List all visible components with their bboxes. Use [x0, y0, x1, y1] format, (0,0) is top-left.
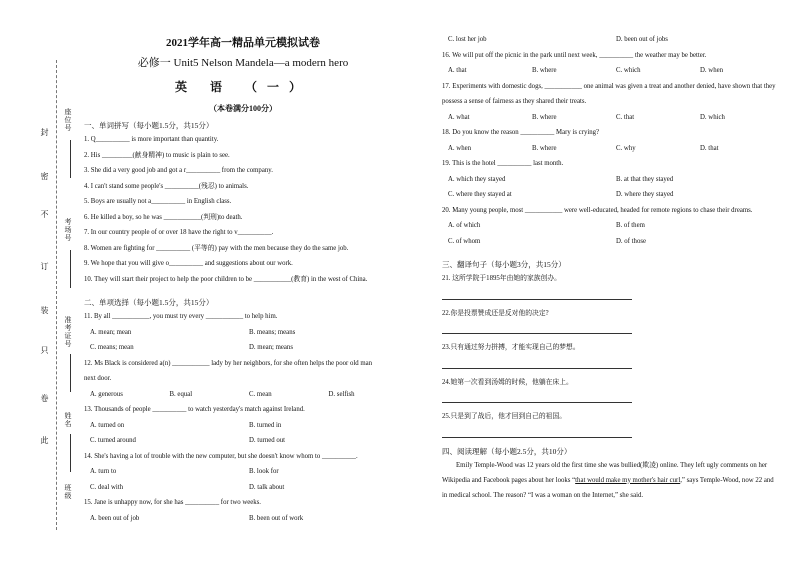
- question: 3. She did a very good job and got a r__________ from the company.: [84, 167, 273, 174]
- reading-passage: [442, 458, 778, 503]
- option[interactable]: D. selfish: [328, 390, 355, 398]
- options: [84, 433, 402, 449]
- option[interactable]: C. of whom: [448, 237, 481, 245]
- seal-char: 封: [40, 128, 49, 136]
- option[interactable]: C. that: [616, 113, 635, 121]
- option[interactable]: B. equal: [169, 390, 193, 398]
- translation-item: 21. 这所学院于1895年由她的家族创办。: [442, 275, 561, 282]
- option[interactable]: C. turned around: [90, 437, 136, 444]
- option[interactable]: A. of which: [448, 222, 481, 229]
- options: [442, 187, 778, 203]
- option[interactable]: B. where: [532, 144, 557, 152]
- option[interactable]: D. when: [700, 67, 724, 74]
- option[interactable]: D. that: [700, 144, 719, 152]
- answer-line[interactable]: [442, 356, 632, 369]
- question: 14. She's having a lot of trouble with the new computer, but she doesn't know whom to __________.: [84, 452, 358, 460]
- option[interactable]: A. mean; mean: [90, 328, 132, 336]
- room-number-label: 考场号: [64, 218, 72, 242]
- options: [84, 418, 402, 434]
- option[interactable]: D. where they stayed: [616, 191, 674, 198]
- option[interactable]: C. which: [616, 67, 641, 74]
- option[interactable]: A. when: [448, 144, 472, 152]
- question: 19. This is the hotel __________ last month.: [442, 160, 564, 167]
- question: 4. I can't stand some people's __________(残忍) to animals.: [84, 182, 249, 190]
- name-field[interactable]: [70, 434, 71, 472]
- options: [84, 387, 402, 403]
- option[interactable]: C. lost her job: [448, 36, 487, 43]
- right-column: [442, 32, 778, 503]
- name-label: 姓名: [64, 412, 72, 428]
- option[interactable]: D. talk about: [249, 483, 285, 491]
- options: [442, 141, 778, 157]
- options: [84, 511, 402, 527]
- option[interactable]: B. of them: [616, 222, 645, 229]
- option[interactable]: C. means; mean: [90, 344, 134, 351]
- seal-char: 订: [40, 262, 49, 270]
- seal-line: [56, 60, 57, 530]
- exam-id-field[interactable]: [70, 354, 71, 392]
- options: [442, 218, 778, 234]
- option[interactable]: B. look for: [249, 468, 279, 475]
- seal-char: 只: [40, 346, 49, 354]
- question: 5. Boys are usually not a__________ in English class.: [84, 198, 232, 205]
- section-title: 四、阅读理解（每小题2.5分，共10分）: [442, 446, 572, 456]
- score-note: （本卷满分100分）: [209, 104, 277, 113]
- section-title: 三、翻译句子（每小题3分，共15分）: [442, 260, 566, 269]
- binding-strip: [0, 0, 78, 561]
- option[interactable]: C. why: [616, 144, 636, 152]
- question: 9. We hope that you will give o__________ and suggestions about our work.: [84, 260, 293, 267]
- seal-char: 密: [40, 172, 49, 180]
- seal-char: 装: [40, 306, 49, 314]
- options: [442, 172, 778, 188]
- options: [442, 32, 778, 48]
- options: [442, 110, 778, 126]
- translation-item: 24.她第一次看到汤姆的时候，他躺在床上。: [442, 378, 573, 386]
- options: [84, 340, 402, 356]
- option[interactable]: A. what: [448, 113, 470, 121]
- option[interactable]: B. where: [532, 113, 557, 121]
- seat-number-field[interactable]: [70, 140, 71, 178]
- options: [442, 234, 778, 250]
- option[interactable]: B. means; means: [249, 328, 296, 336]
- option[interactable]: A. been out of job: [90, 514, 140, 522]
- seal-char: 此: [40, 436, 49, 444]
- options: [84, 325, 402, 341]
- exam-title: 2021学年高一精品单元模拟试卷: [166, 37, 320, 49]
- option[interactable]: A. that: [448, 67, 467, 74]
- options: [442, 63, 778, 79]
- question: 8. Women are fighting for __________ (平等的) pay with the men because they do the same job.: [84, 244, 349, 252]
- question: 17. Experiments with domestic dogs, ___________ one animal was given a treat and another denied, have shown that they possess a sense of fairness as they shared their treats.: [442, 82, 776, 105]
- option[interactable]: D. been out of jobs: [616, 36, 668, 43]
- answer-line[interactable]: [442, 390, 632, 403]
- section-title: 一、单词拼写（每小题1.5分，共15分）: [84, 121, 214, 130]
- seal-char: 不: [40, 210, 49, 218]
- seal-char: 卷: [40, 394, 49, 402]
- option[interactable]: B. at that they stayed: [616, 175, 674, 183]
- translation-item: 23.只有通过努力拼搏，才能实现自己的梦想。: [442, 344, 580, 351]
- passage-text: ,” says Temple-Wood, now 22 and in medical school. The reason? “I was a woman on the Internet,” she said.: [442, 476, 774, 499]
- seat-number-label: 座位号: [64, 108, 72, 132]
- class-label: 班级: [64, 484, 72, 500]
- exam-id-label: 准考证号: [64, 316, 72, 348]
- question: 2. His _________(献身精神) to music is plain to see.: [84, 151, 230, 159]
- option[interactable]: A. turned on: [90, 421, 125, 429]
- answer-line[interactable]: [442, 287, 632, 300]
- option[interactable]: A. which they stayed: [448, 175, 506, 183]
- passage-text: Emily Temple-Wood was 12 years old the first time she was bullied(欺凌) online. They left ugly comments on her Wikipedia and Facebook pages about her looks “: [442, 461, 768, 484]
- option[interactable]: C. where they stayed at: [448, 191, 512, 198]
- question: 18. Do you know the reason __________ Mary is crying?: [442, 129, 600, 136]
- option[interactable]: B. turned in: [249, 421, 282, 429]
- question-continued: next door.: [84, 375, 112, 382]
- question: 13. Thousands of people __________ to watch yesterday's match against Ireland.: [84, 406, 305, 413]
- option[interactable]: D. mean; means: [249, 344, 293, 351]
- question: 10. They will start their project to help the poor children to be ___________(教育) in the west of China.: [84, 275, 368, 283]
- option[interactable]: C. deal with: [90, 483, 124, 491]
- option[interactable]: D. turned out: [249, 437, 286, 444]
- options: [84, 464, 402, 480]
- option[interactable]: A. generous: [90, 390, 123, 398]
- options: [84, 480, 402, 496]
- exam-subtitle: 必修一 Unit5 Nelson Mandela—a modern hero: [137, 57, 349, 69]
- question: 11. By all ___________, you must try every ___________ to help him.: [84, 313, 278, 320]
- option[interactable]: B. where: [532, 67, 557, 74]
- translation-item: 25.只是到了战后，他才回到自己的祖国。: [442, 413, 567, 420]
- left-column: [84, 34, 402, 526]
- question: 15. Jane is unhappy now, for she has __________ for two weeks.: [84, 499, 262, 506]
- option[interactable]: B. been out of work: [249, 514, 304, 522]
- option[interactable]: D. of those: [616, 237, 647, 245]
- option[interactable]: A. turn to: [90, 468, 117, 475]
- answer-line[interactable]: [442, 321, 632, 334]
- section-title: 二、单项选择（每小题1.5分，共15分）: [84, 298, 214, 307]
- question: 20. Many young people, most ___________ were well-educated, headed for remote regions to chase their dreams.: [442, 206, 753, 214]
- subject-title: 英 语 （一）: [174, 80, 311, 94]
- option[interactable]: C. mean: [249, 390, 272, 398]
- translation-item: 22.你是投票赞成还是反对他的决定?: [442, 309, 549, 317]
- question: 16. We will put off the picnic in the park until next week, __________ the weather may be better.: [442, 51, 707, 59]
- question: 7. In our country people of or over 18 have the right to v__________.: [84, 229, 274, 236]
- question: 1. Q__________ is more important than quantity.: [84, 136, 219, 143]
- option[interactable]: D. which: [700, 113, 725, 121]
- passage-underlined: that would make my mother's hair curl: [575, 476, 681, 484]
- question: 6. He killed a boy, so he was ___________(判刑)to death.: [84, 213, 243, 221]
- room-number-field[interactable]: [70, 250, 71, 288]
- question: 12. Ms Black is considered a(n) ___________ lady by her neighbors, for she often helps the poor old man: [84, 359, 373, 367]
- answer-line[interactable]: [442, 425, 632, 438]
